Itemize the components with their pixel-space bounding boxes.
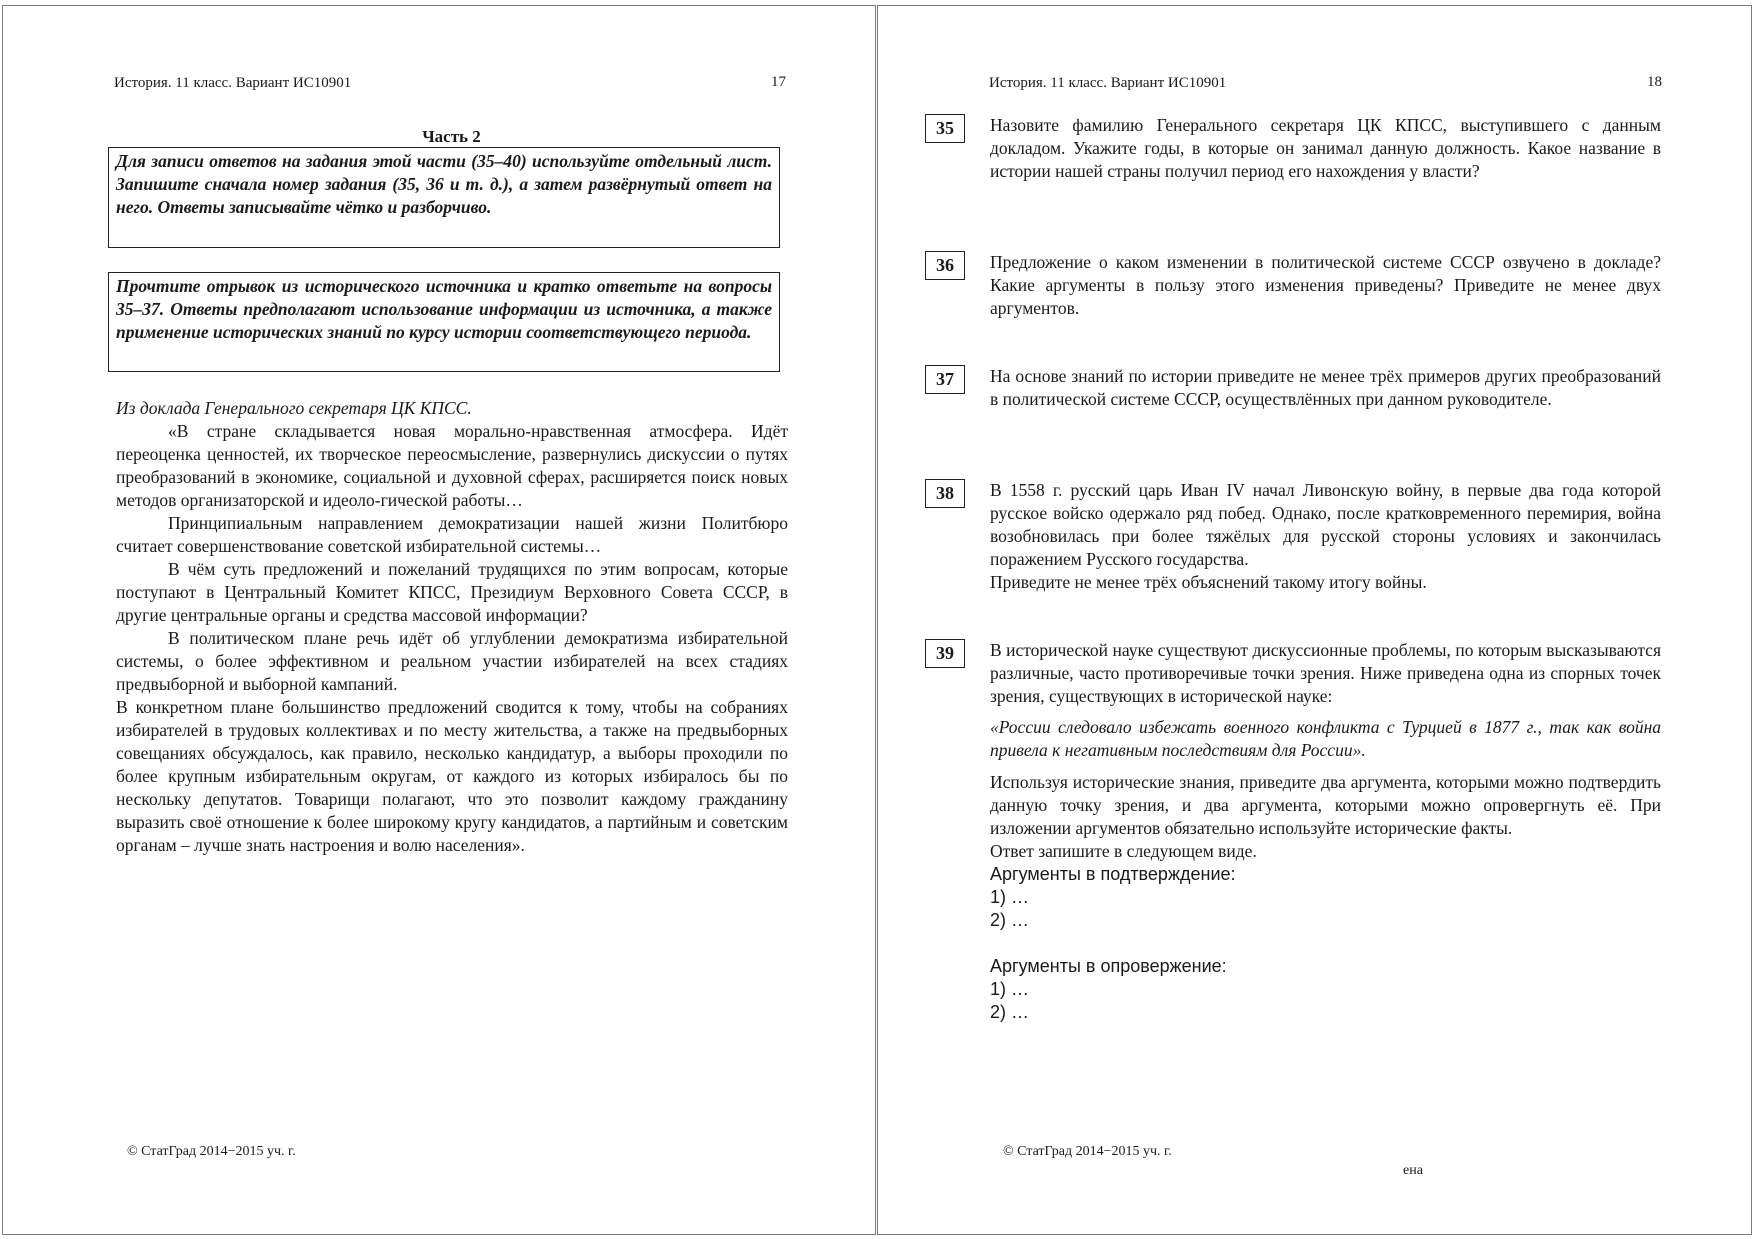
reading-instruction-box: Прочтите отрывок из исторического источника и кратко ответьте на вопросы 35–37. Ответы предполагают использование информации из источника, а также применение исторических знаний по курсу истории соответствующего периода.: [108, 272, 780, 372]
task-question: Используя исторические знания, приведите два аргумента, которыми можно подтвердить данную точку зрения, и два аргумента, которыми можно опровергнуть её. При изложении аргументов обязательно используйте исторические факты.: [990, 772, 1661, 838]
task-text: [990, 365, 1661, 411]
task-text: [990, 114, 1661, 183]
list-item: 2) …: [990, 1002, 1030, 1022]
task-question: На основе знаний по истории приведите не менее трёх примеров других преобразований в политической системе СССР, осуществлённых при данном руководителе.: [990, 366, 1661, 409]
task-question: В исторической науке существуют дискуссионные проблемы, по которым высказываются различные, часто противоречивые точки зрения. Ниже приведена одна из спорных точек зрения, существующих в исторической науке:: [990, 640, 1661, 706]
stray-text: ена: [1403, 1163, 1423, 1178]
task-question: Назовите фамилию Генерального секретаря ЦК КПСС, выступившего с данным докладом. Укажите годы, в которые он занимал данную должность. Какое название в истории нашей страны получил период его нахождения у власти?: [990, 115, 1661, 181]
list-item: 1) …: [990, 979, 1030, 999]
right-page: [877, 5, 1752, 1235]
right-page-footer: © СтатГрад 2014−2015 уч. г.: [1003, 1144, 1172, 1159]
task-question: Приведите не менее трёх объяснений такому итогу войны.: [990, 572, 1427, 592]
source-intro: Из доклада Генерального секретаря ЦК КПСС.: [116, 398, 472, 418]
source-paragraph: Принципиальным направлением демократизации нашей жизни Политбюро считает совершенствование советской избирательной системы…: [116, 513, 788, 556]
part-title: Часть 2: [422, 127, 481, 146]
task-quote: «России следовало избежать военного конфликта с Турцией в 1877 г., так как война привела к негативным последствиям для России».: [990, 717, 1661, 760]
task-text: [990, 479, 1661, 594]
left-page-header: История. 11 класс. Вариант ИС10901: [114, 75, 352, 91]
source-text: [116, 397, 788, 857]
task-question: Предложение о каком изменении в политической системе СССР озвучено в докладе? Какие аргументы в пользу этого изменения приведены? Приведите не менее двух аргументов.: [990, 252, 1661, 318]
source-paragraph: «В стране складывается новая морально-нравственная атмосфера. Идёт переоценка ценностей, их творческое переосмысление, развернулись дискуссии о путях преобразований в экономике, социальной и духовной сферах, расширяется поиск новых методов организаторской и идеоло-гической работы…: [116, 421, 788, 510]
task-text: [990, 251, 1661, 320]
task-number-badge: 39: [925, 639, 965, 668]
task-number-badge: 35: [925, 114, 965, 143]
left-page: [2, 5, 876, 1235]
task-question: В 1558 г. русский царь Иван IV начал Ливонскую войну, в первые два года которой русское войско одержало ряд побед. Однако, после кратковременного перемирия, война возобновилась при более тяжёлых для русской стороны условиях и закончилась поражением Русского государства.: [990, 480, 1661, 569]
task-number-badge: 36: [925, 251, 965, 280]
task-number-badge: 38: [925, 479, 965, 508]
task-number-badge: 37: [925, 365, 965, 394]
right-page-number: 18: [1647, 74, 1662, 90]
instruction-box: Для записи ответов на задания этой части (35–40) используйте отдельный лист. Запишите сначала номер задания (35, 36 и т. д.), а затем развёрнутый ответ на него. Ответы записывайте чётко и разборчиво.: [108, 147, 780, 248]
source-paragraph: В чём суть предложений и пожеланий трудящихся по этим вопросам, которые поступают в Центральный Комитет КПСС, Президиум Верховного Совета СССР, в другие центральные органы и средства массовой информации?: [116, 559, 788, 625]
refute-label: Аргументы в опровержение:: [990, 956, 1227, 976]
left-page-footer: © СтатГрад 2014−2015 уч. г.: [127, 1144, 296, 1159]
list-item: 2) …: [990, 910, 1030, 930]
right-page-header: История. 11 класс. Вариант ИС10901: [989, 75, 1227, 91]
source-paragraph: В политическом плане речь идёт об углублении демократизма избирательной системы, о более эффективном и реальном участии избирателей на всех стадиях предвыборной и выборной кампаний.: [116, 628, 788, 694]
source-paragraph: В конкретном плане большинство предложений сводится к тому, чтобы на собраниях избирателей в трудовых коллективах и по месту жительства, а также на предвыборных совещаниях обсуждалось, как правило, несколько кандидатур, а выборы проходили по более крупным избирательным округам, от каждого из которых избиралось бы по нескольку депутатов. Товарищи полагают, что это позволит каждому гражданину выразить своё отношение к более широкому кругу кандидатов, а партийным и советским органам – лучше знать настроения и волю населения».: [116, 697, 788, 855]
left-page-number: 17: [771, 74, 786, 90]
confirm-label: Аргументы в подтверждение:: [990, 864, 1236, 884]
list-item: 1) …: [990, 887, 1030, 907]
task-instruction: Ответ запишите в следующем виде.: [990, 841, 1257, 861]
task-text: [990, 639, 1661, 1024]
